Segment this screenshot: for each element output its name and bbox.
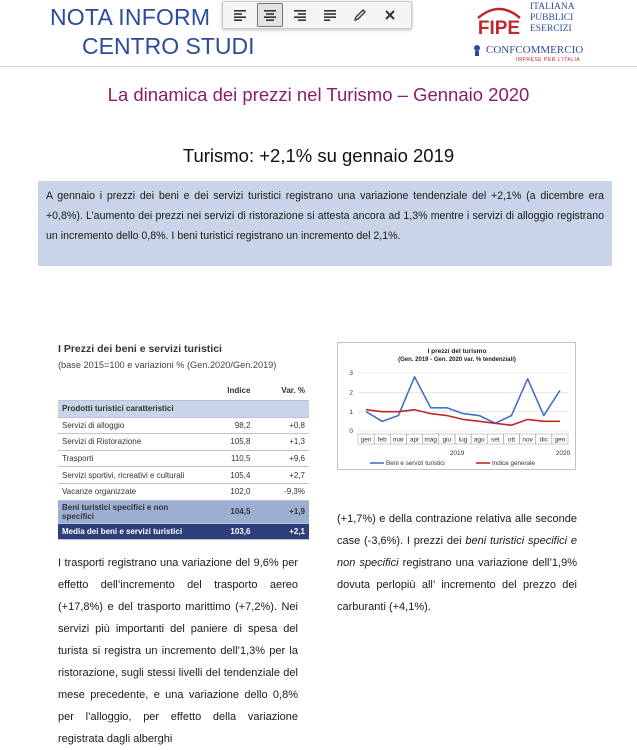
chart-xtick-label: mar [393, 437, 405, 444]
body-text-right [337, 508, 577, 618]
close-icon [384, 9, 396, 21]
table-row-special [58, 500, 309, 523]
confcommercio-logo: CONFCOMMERCIO [486, 44, 583, 56]
chart-xtick-label: apr [410, 437, 420, 444]
header-title: NOTA INFORM [50, 4, 210, 31]
align-center-button[interactable] [257, 3, 283, 27]
body-text-left: I trasporti registrano una variazione del 9,6% per effetto dell’incremento del trasporto aereo (+17,8%) e del trasporto marittimo (+7,2%). Nei servizi più importanti del paniere di spesa del turista si registra un incremento dell’1,3% per la ristorazione, sugli stessi livelli del tendenziale del mese precedente, e una variazione dello 0,8% per l’alloggio, per effetto della variazione registrata dagli alberghi [58, 552, 298, 750]
row-var: +0,8 [254, 417, 309, 434]
row-label: Servizi sportivi, ricreativi e culturali [58, 467, 200, 484]
chart-xtick-label: ago [474, 437, 485, 444]
body-text-part: (+1,7%) e della contrazione relativa alle seconde case (-3,6%). I prezzi dei [337, 513, 577, 547]
row-label: Servizi di Ristorazione [58, 434, 200, 451]
chart-xtick-label: ott [508, 437, 515, 444]
delete-button[interactable] [377, 3, 403, 27]
chart-xtick-label: set [491, 437, 500, 444]
row-index: 104,5 [200, 500, 254, 523]
chart-xtick-label: gen [361, 437, 372, 444]
confcommercio-subtitle: IMPRESE PER L'ITALIA [516, 57, 580, 63]
table-row-total [58, 523, 309, 540]
row-index: 110,5 [200, 450, 254, 467]
table-row [58, 434, 309, 451]
chart-xtick-label: feb [378, 437, 387, 444]
alignment-toolbar [222, 1, 412, 29]
align-justify-button[interactable] [317, 3, 343, 27]
row-var: +9,6 [254, 450, 309, 467]
section-title: Turismo: +2,1% su gennaio 2019 [0, 145, 637, 167]
legend-label-beni: Beni e servizi turistici [386, 460, 445, 467]
edit-button[interactable] [347, 3, 373, 27]
chart-xtick-label: giu [443, 437, 452, 444]
row-var: +1,3 [254, 434, 309, 451]
align-center-icon [263, 9, 277, 21]
row-var: +1,9 [254, 500, 309, 523]
pencil-icon [353, 8, 367, 22]
header-divider [0, 66, 637, 67]
row-var: +2,7 [254, 467, 309, 484]
fipe-logo [472, 4, 526, 40]
column-header-var: Var. % [254, 380, 309, 401]
legend-label-indice: Indice generale [492, 460, 536, 467]
align-right-icon [293, 9, 307, 21]
logo-line: ESERCIZI [530, 24, 575, 35]
row-index: 105,4 [200, 467, 254, 484]
logo-line: PUBBLICI [530, 13, 575, 24]
row-index: 105,8 [200, 434, 254, 451]
chart-xtick-label: gen [554, 437, 565, 444]
table-header-row [58, 380, 309, 401]
chart-series-line-0 [366, 377, 560, 423]
chart-xtick-label: dic [540, 437, 549, 444]
fipe-logo-text: FIPE [478, 18, 520, 39]
column-header-index: Indice [200, 380, 254, 401]
row-index: 103,6 [200, 523, 254, 540]
confcommercio-emblem-icon [472, 44, 482, 57]
chart-ytick-label: 3 [349, 370, 353, 377]
chart-subtitle: (Gen. 2019 - Gen. 2020 var. % tendenziali) [398, 357, 516, 363]
row-label: Servizi di alloggio [58, 417, 200, 434]
chart-legend [370, 460, 536, 467]
line-chart [338, 343, 575, 469]
chart-year-label: 2019 [450, 450, 465, 457]
chart-xtick-label: nov [522, 437, 533, 444]
row-label: Trasporti [58, 450, 200, 467]
row-var: +2,1 [254, 523, 309, 540]
table-row [58, 467, 309, 484]
chart-ytick-label: 0 [349, 428, 353, 435]
table-row [58, 417, 309, 434]
align-left-icon [233, 9, 247, 21]
fipe-logo-lines [530, 2, 575, 35]
prices-table [58, 380, 309, 540]
table-title: I Prezzi dei beni e servizi turistici [58, 343, 222, 355]
table-section-row [58, 401, 309, 418]
align-left-button[interactable] [227, 3, 253, 27]
section-label: Prodotti turistici caratteristici [58, 401, 309, 418]
row-label: Media dei beni e servizi turistici [58, 523, 200, 540]
row-index: 98,2 [200, 417, 254, 434]
chart-ytick-label: 1 [349, 409, 353, 416]
row-label: Beni turistici specifici e non specifici [58, 500, 200, 523]
align-justify-icon [323, 9, 337, 21]
chart-year-label: 2020 [556, 450, 571, 457]
row-var: -9,3% [254, 483, 309, 500]
chart-xtick-label: lug [459, 437, 468, 444]
row-index: 102,0 [200, 483, 254, 500]
table-row [58, 450, 309, 467]
align-right-button[interactable] [287, 3, 313, 27]
body-text-italic: beni turistici specifici e non specifici [337, 535, 577, 569]
row-label: Vacanze organizzate [58, 483, 200, 500]
table-subtitle: (base 2015=100 e variazioni % (Gen.2020/Gen.2019) [58, 360, 276, 370]
table-row [58, 483, 309, 500]
chart-xtick-label: mag [424, 437, 437, 444]
document-title: La dinamica dei prezzi nel Turismo – Gennaio 2020 [0, 84, 637, 106]
logo-line: ITALIANA [530, 2, 575, 13]
header-subtitle: CENTRO STUDI [82, 33, 255, 60]
chart-title: I prezzi del turismo [428, 348, 487, 355]
chart-ytick-label: 2 [349, 390, 353, 397]
body-text-part: registrano una variazione dell’1,9% dovuta perlopiù all’ incremento del prezzo dei carburanti (+4,1%). [337, 557, 577, 613]
chart-container [337, 342, 576, 470]
summary-box: A gennaio i prezzi dei beni e dei servizi turistici registrano una variazione tendenziale del +2,1% (a dicembre era +0,8%). L’aumento dei prezzi nei servizi di ristorazione si attesta ancora ad 1,3% mentre i servizi di alloggio registrano un incremento dello 0,8%. I beni turistici registrano un incremento del 2,1%. [38, 181, 612, 266]
